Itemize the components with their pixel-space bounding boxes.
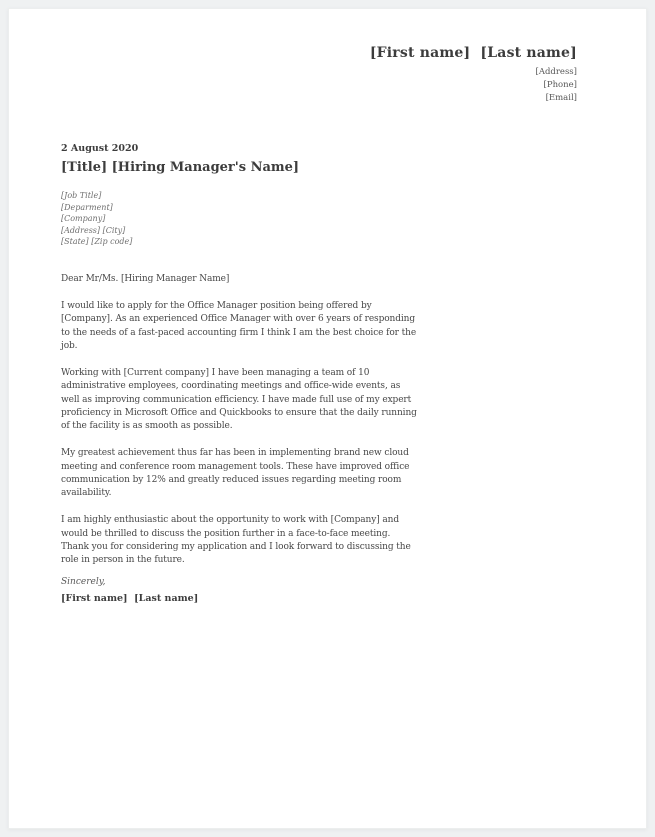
sender-address: [Address] <box>535 67 577 77</box>
recipient-company: [Company] <box>61 214 106 223</box>
recipient-state-zip: [State] [Zip code] <box>61 237 133 246</box>
closing: Sincerely, <box>61 577 106 587</box>
letter-paragraph-4: I am highly enthusiastic about the opportunity to work with [Company] and would be thrilled to discuss the position further in a face-to-face meeting. Thank you for considering my application and I look forward to discussing the role in person in the future. <box>61 515 411 566</box>
sender-name: [First name] [Last name] <box>369 45 577 61</box>
sender-email: [Email] <box>545 93 577 103</box>
recipient-title: [Title] [Hiring Manager's Name] <box>61 160 300 175</box>
date-block <box>61 142 299 176</box>
sender-contact <box>370 66 577 105</box>
letter-paragraph-2: Working with [Current company] I have been managing a team of 10 administrative employees, coordinating meetings and office-wide events, as well as improving communication efficiency. I have made full use of my expert proficiency in Microsoft Office and Quickbooks to ensure that the daily running of the facility is as smooth as possible. <box>61 367 417 432</box>
letter-body <box>61 273 417 581</box>
recipient-job-title: [Job Title] <box>61 191 102 200</box>
recipient-details <box>61 190 132 248</box>
sender-block <box>370 45 577 105</box>
letter-date: 2 August 2020 <box>61 143 139 154</box>
signature-name: [First name] [Last name] <box>61 593 199 604</box>
letter-paragraph-1: I would like to apply for the Office Manager position being offered by [Company]. As an experienced Office Manager with over 6 years of responding to the needs of a fast-paced accounting firm I think I am the best choice for the job. <box>61 300 417 352</box>
letter-page <box>8 8 647 829</box>
letter-paragraph-3: My greatest achievement thus far has been in implementing brand new cloud meeting and conference room management tools. These have improved office communication by 12% and greatly reduced issues regarding meeting room availability. <box>61 448 410 499</box>
salutation: Dear Mr/Ms. [Hiring Manager Name] <box>61 274 230 284</box>
recipient-address-city: [Address] [City] <box>61 225 126 235</box>
signoff-block <box>61 576 198 604</box>
recipient-department: [Deparment] <box>61 202 113 212</box>
sender-phone: [Phone] <box>543 80 577 90</box>
